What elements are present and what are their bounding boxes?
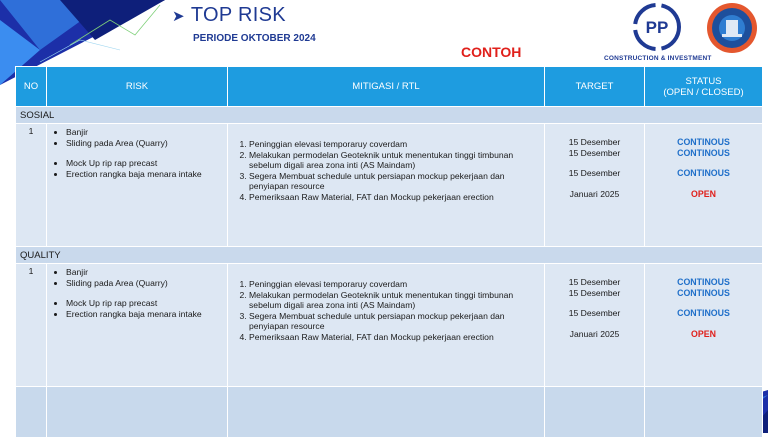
logo-text: PP: [645, 18, 669, 37]
status-badge: CONTINOUS: [677, 277, 730, 287]
risk-table: [15, 66, 763, 438]
status-badge: CONTINOUS: [677, 137, 730, 147]
status-cell: [645, 264, 763, 387]
mitigation-item: 4. Pemeriksaan Raw Material, FAT dan Mockup pekerjaan erection: [249, 192, 543, 203]
mitigation-item: 2. Melakukan permodelan Geoteknik untuk menentukan tinggi timbunan sebelum digali area zona inti (AS Maindam): [249, 290, 543, 311]
mitigation-item: 1. Peninggian elevasi temporaruy coverdam: [249, 279, 543, 290]
status-badge: CONTINOUS: [677, 168, 730, 179]
target-cell: [545, 264, 645, 387]
empty-cell: [16, 387, 47, 438]
status-badge: OPEN: [691, 188, 716, 199]
risk-item: • Sliding pada Area (Quarry): [66, 138, 226, 149]
column-header-no: NO: [16, 67, 47, 107]
row-number: 1: [16, 264, 47, 387]
section-label: QUALITY: [16, 247, 763, 264]
target-value: 15 Desember: [568, 308, 621, 319]
table-row: [16, 124, 763, 247]
company-tagline: CONSTRUCTION & INVESTMENT: [604, 55, 712, 62]
mitigation-item: 1. Peninggian elevasi temporaruy coverdam: [249, 139, 543, 150]
target-value: 15 Desember: [568, 168, 621, 179]
status-badge: OPEN: [691, 328, 716, 339]
table-header-row: [16, 67, 763, 107]
target-value: Januari 2025: [569, 188, 620, 199]
risk-cell: [47, 124, 228, 247]
mitigation-item: 3. Segera Membuat schedule untuk persiapan mockup pekerjaan dan penyiapan resource: [249, 171, 543, 192]
risk-cell: [47, 264, 228, 387]
empty-cell: [47, 387, 228, 438]
status-badge: CONTINOUS: [677, 308, 730, 319]
target-value: 15 Desember: [568, 137, 621, 147]
column-header-risk: RISK: [47, 67, 228, 107]
status-badge: CONTINOUS: [677, 147, 730, 158]
empty-row: [16, 387, 763, 438]
table-row: [16, 264, 763, 387]
empty-cell: [645, 387, 763, 438]
section-row-quality: [16, 247, 763, 264]
status-badge: CONTINOUS: [677, 287, 730, 298]
row-number: 1: [16, 124, 47, 247]
section-row-sosial: [16, 107, 763, 124]
seal-logo-icon: [706, 2, 758, 54]
sample-label: CONTOH: [461, 44, 522, 60]
mitigation-cell: [228, 124, 545, 247]
status-cell: [645, 124, 763, 247]
target-value: 15 Desember: [568, 147, 621, 158]
title-text: TOP RISK: [190, 4, 286, 26]
risk-item: • Erection rangka baja menara intake: [66, 309, 226, 320]
target-value: Januari 2025: [569, 328, 620, 339]
column-header-mitigation: MITIGASI / RTL: [228, 67, 545, 107]
mitigation-item: 4. Pemeriksaan Raw Material, FAT dan Mockup pekerjaan erection: [249, 332, 543, 343]
period-subtitle: PERIODE OKTOBER 2024: [193, 33, 316, 44]
risk-item: • Mock Up rip rap precast: [66, 158, 226, 169]
arrow-bullet-icon: ➤: [172, 7, 185, 25]
column-header-target: TARGET: [545, 67, 645, 107]
column-header-status: STATUS (OPEN / CLOSED): [645, 67, 763, 107]
empty-cell: [228, 387, 545, 438]
risk-item: • Sliding pada Area (Quarry): [66, 278, 226, 289]
section-label: SOSIAL: [16, 107, 763, 124]
risk-item: • Erection rangka baja menara intake: [66, 169, 226, 180]
risk-item: • Banjir: [66, 267, 226, 278]
empty-cell: [545, 387, 645, 438]
target-cell: [545, 124, 645, 247]
mitigation-cell: [228, 264, 545, 387]
target-value: 15 Desember: [568, 287, 621, 298]
pp-logo-icon: [632, 2, 682, 52]
mitigation-item: 3. Segera Membuat schedule untuk persiapan mockup pekerjaan dan penyiapan resource: [249, 311, 543, 332]
page-title: [172, 4, 286, 27]
target-value: 15 Desember: [568, 277, 621, 287]
risk-item: • Banjir: [66, 127, 226, 138]
mitigation-item: 2. Melakukan permodelan Geoteknik untuk menentukan tinggi timbunan sebelum digali area zona inti (AS Maindam): [249, 150, 543, 171]
risk-item: • Mock Up rip rap precast: [66, 298, 226, 309]
